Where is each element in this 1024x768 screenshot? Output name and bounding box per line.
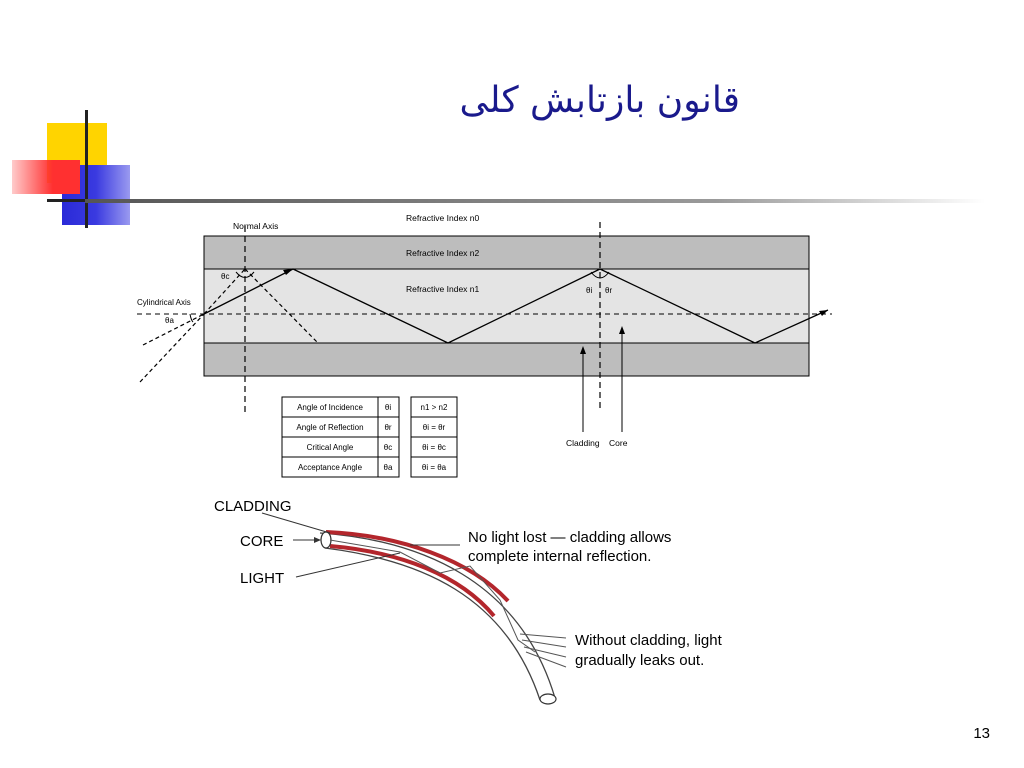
bend-cladding-label: CLADDING [214, 498, 292, 515]
theta-a-label: θa [165, 316, 174, 325]
table-row-symbol-1: θi [384, 403, 392, 412]
normal-axis-label: Normal Axis [233, 221, 279, 231]
table-row-symbol-2: θr [384, 423, 392, 432]
slide-title: قانون بازتابش کلی [459, 80, 740, 121]
bend-core-label: CORE [240, 533, 284, 550]
refractive-index-n1-label: Refractive Index n1 [406, 284, 480, 294]
page-number: 13 [973, 725, 990, 742]
table-row-label-1: Angle of Incidence [297, 403, 363, 412]
bend-note-line2: complete internal reflection. [468, 548, 652, 565]
refractive-index-n0-label: Refractive Index n0 [406, 213, 480, 223]
leak-ray-2 [522, 640, 566, 647]
bend-note-line1: No light lost — cladding allows [468, 529, 672, 546]
table-row-symbol-3: θc [383, 443, 393, 452]
leak-ray-4 [526, 652, 566, 667]
cladding-label: Cladding [566, 438, 600, 448]
cladding-label-pointer [262, 513, 330, 533]
relation-1: n1 > n2 [420, 403, 448, 412]
bend-leak-line1: Without cladding, light [575, 632, 722, 649]
table-row-label-2: Angle of Reflection [296, 423, 364, 432]
bend-leak-line2: gradually leaks out. [575, 652, 705, 669]
theta-r-label: θr [605, 286, 613, 295]
relation-2: θi = θr [422, 423, 446, 432]
table-row-symbol-4: θa [383, 463, 393, 472]
relation-4: θi = θa [421, 463, 447, 472]
cylindrical-axis-label: Cylindrical Axis [137, 298, 191, 307]
light-label-pointer [296, 553, 400, 577]
theta-c-label: θc [221, 272, 230, 281]
fiber-exit-cap [540, 694, 556, 704]
table-row-label-3: Critical Angle [306, 443, 354, 452]
theta-i-label: θi [586, 286, 593, 295]
table-row-label-4: Acceptance Angle [297, 463, 363, 472]
core-label-arrow [314, 537, 321, 543]
leak-ray-3 [524, 647, 566, 657]
refractive-index-n2-label: Refractive Index n2 [406, 248, 480, 258]
relation-3: θi = θc [422, 443, 446, 452]
bend-light-label: LIGHT [240, 570, 285, 587]
core-label: Core [609, 438, 628, 448]
fiber-entry-cap [321, 532, 331, 548]
